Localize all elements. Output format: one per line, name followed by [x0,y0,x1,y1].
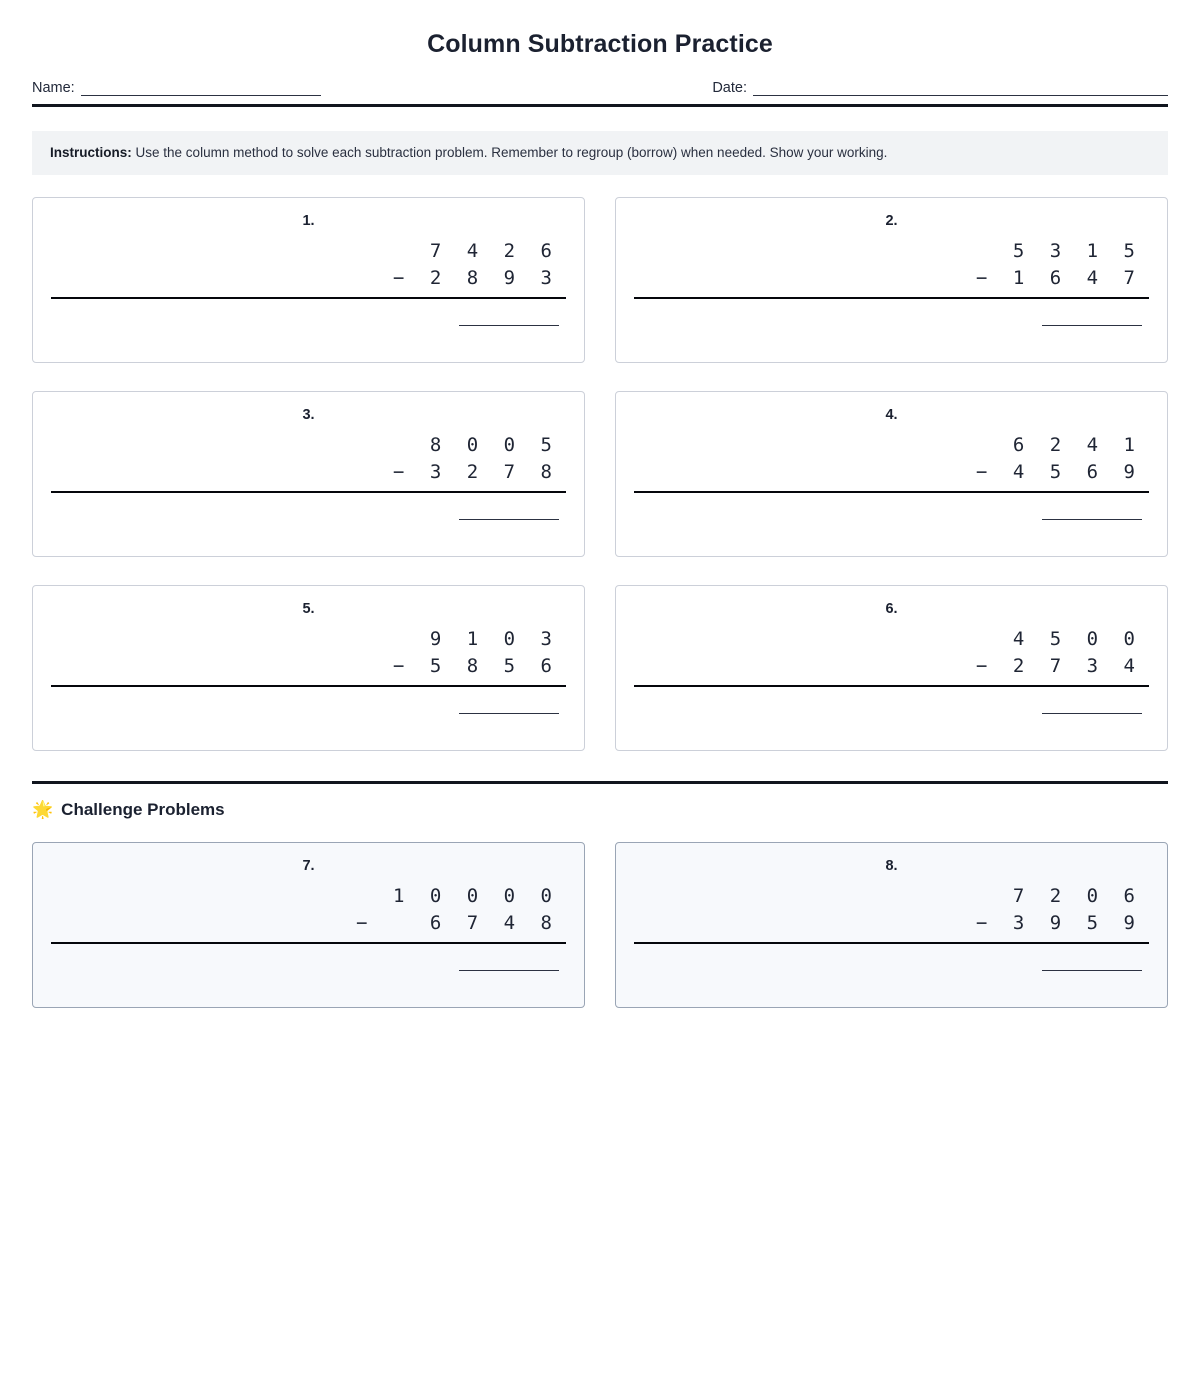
date-field[interactable] [628,81,1168,96]
name-date-row [32,81,1168,96]
subtrahend-row: − 3 2 7 8 [393,461,559,484]
subtrahend-row: − 6 7 4 8 [356,912,559,935]
problem-number: 1. [302,212,315,229]
minuend-row: 1 0 0 0 0 [393,885,559,908]
answer-blank[interactable] [1042,944,1142,971]
answer-blank[interactable] [1042,299,1142,326]
sum-stack [51,432,566,520]
subtrahend-row: − 2 8 9 3 [393,267,559,290]
page-title: Column Subtraction Practice [427,30,773,58]
minuend-row: 7 2 0 6 [1012,885,1142,908]
answer-blank[interactable] [459,944,559,971]
challenge-divider [32,781,1168,784]
subtrahend-row: − 5 8 5 6 [393,655,559,678]
instructions-banner [32,131,1168,175]
sum-stack [634,626,1149,714]
problem-number: 2. [885,212,898,229]
header-divider [32,104,1168,107]
instructions-label: Instructions: [50,144,132,160]
sum-stack [634,432,1149,520]
problem-card [32,197,585,363]
answer-blank[interactable] [1042,493,1142,520]
minuend-row: 9 1 0 3 [429,628,559,651]
challenge-section-title [32,800,1168,820]
problem-card [615,197,1168,363]
problem-number: 8. [885,857,898,874]
answer-blank[interactable] [459,493,559,520]
problem-number: 7. [302,857,315,874]
sum-stack [51,238,566,326]
name-label: Name: [32,80,75,96]
answer-blank[interactable] [459,687,559,714]
date-label: Date: [712,80,747,96]
problem-number: 4. [885,406,898,423]
problem-card [32,391,585,557]
sum-stack [634,238,1149,326]
minuend-row: 5 3 1 5 [1012,240,1142,263]
star-icon: 🌟 [32,800,54,820]
date-input-rule[interactable] [753,82,1168,96]
subtrahend-row: − 4 5 6 9 [976,461,1142,484]
answer-blank[interactable] [1042,687,1142,714]
minuend-row: 7 4 2 6 [429,240,559,263]
minuend-row: 8 0 0 5 [429,434,559,457]
challenge-problem-card [32,842,585,1008]
challenge-title-text: Challenge Problems [61,799,225,819]
name-input-rule[interactable] [81,82,321,96]
problem-card [32,585,585,751]
subtrahend-row: − 3 9 5 9 [976,912,1142,935]
challenge-problem-card [615,842,1168,1008]
problem-card [615,585,1168,751]
subtrahend-row: − 1 6 4 7 [976,267,1142,290]
answer-blank[interactable] [459,299,559,326]
sum-stack [634,883,1149,971]
minuend-row: 4 5 0 0 [1012,628,1142,651]
problem-number: 3. [302,406,315,423]
sum-stack [51,883,566,971]
name-field[interactable] [32,81,612,96]
problem-number: 6. [885,600,898,617]
challenge-grid [32,842,1168,1008]
problem-grid [32,197,1168,751]
subtrahend-row: − 2 7 3 4 [976,655,1142,678]
instructions-text: Use the column method to solve each subtraction problem. Remember to regroup (borrow) when needed. Show your working. [135,144,888,160]
sum-stack [51,626,566,714]
problem-number: 5. [302,600,315,617]
minuend-row: 6 2 4 1 [1012,434,1142,457]
problem-card [615,391,1168,557]
